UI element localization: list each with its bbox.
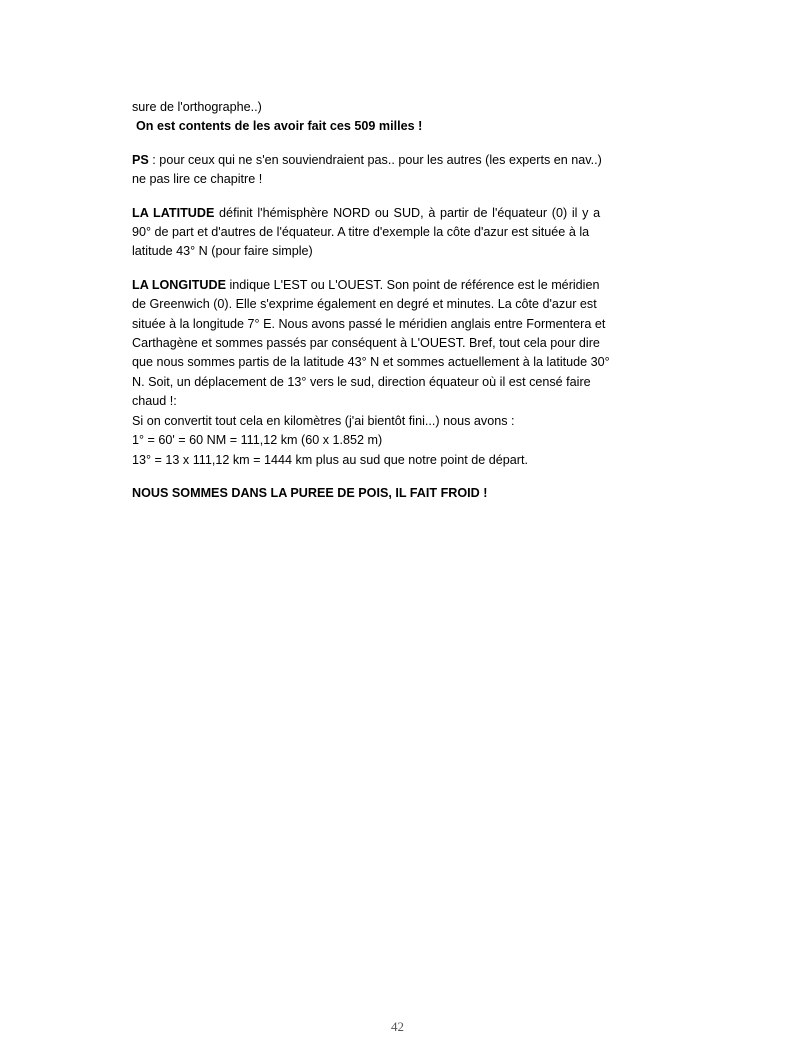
longitude-text: indique L'EST ou L'OUEST. Son point de référence est le méridien xyxy=(225,277,600,292)
ps-label: PS xyxy=(132,152,149,167)
longitude-line-6: N. Soit, un déplacement de 13° vers le sud, direction équateur où il est censé faire xyxy=(132,374,591,389)
longitude-paragraph xyxy=(132,276,664,470)
ps-text: : pour ceux qui ne s'en souviendraient pas.. pour les autres (les experts en nav..) xyxy=(148,152,602,167)
longitude-line-5: que nous sommes partis de la latitude 43° N et sommes actuellement à la latitude 30° xyxy=(132,355,610,370)
ps-line-1 xyxy=(132,151,664,170)
conversion-line-1: 1° = 60' = 60 NM = 111,12 km (60 x 1.852 m) xyxy=(132,433,383,448)
latitude-label: LA LATITUDE xyxy=(132,205,215,220)
latitude-line-2: 90° de part et d'autres de l'équateur. A titre d'exemple la côte d'azur est située à la xyxy=(132,225,590,240)
longitude-line-7: chaud !: xyxy=(132,394,177,409)
conversion-intro-line: Si on convertit tout cela en kilomètres (j'ai bientôt fini...) nous avons : xyxy=(132,413,515,428)
paragraph-gap xyxy=(132,470,664,484)
longitude-line-4: Carthagène et sommes passés par conséquent à L'OUEST. Bref, tout cela pour dire xyxy=(132,336,600,351)
intro-bold-line: On est contents de les avoir fait ces 509 milles ! xyxy=(136,119,423,134)
latitude-paragraph xyxy=(132,204,664,262)
intro-line: sure de l'orthographe..) xyxy=(132,100,262,114)
conversion-line-2: 13° = 13 x 111,12 km = 1444 km plus au sud que notre point de départ. xyxy=(132,452,528,467)
paragraph-gap xyxy=(132,190,664,204)
latitude-text: définit l'hémisphère NORD ou SUD, à partir de l'équateur (0) il y a xyxy=(214,205,601,220)
longitude-label: LA LONGITUDE xyxy=(132,277,226,292)
ps-line-2: ne pas lire ce chapitre ! xyxy=(132,172,263,187)
longitude-line-2: de Greenwich (0). Elle s'exprime également en degré et minutes. La côte d'azur est xyxy=(132,297,597,312)
latitude-line-1 xyxy=(132,204,664,223)
paragraph-gap xyxy=(132,137,664,151)
ps-paragraph xyxy=(132,151,664,190)
paragraph-gap xyxy=(132,262,664,276)
longitude-line-1 xyxy=(132,276,664,295)
page-number: 42 xyxy=(391,1019,404,1034)
document-body xyxy=(132,98,664,503)
closing-line: NOUS SOMMES DANS LA PUREE DE POIS, IL FAIT FROID ! xyxy=(132,485,488,500)
latitude-line-3: latitude 43° N (pour faire simple) xyxy=(132,244,313,259)
longitude-line-3: située à la longitude 7° E. Nous avons passé le méridien anglais entre Formentera et xyxy=(132,316,606,331)
